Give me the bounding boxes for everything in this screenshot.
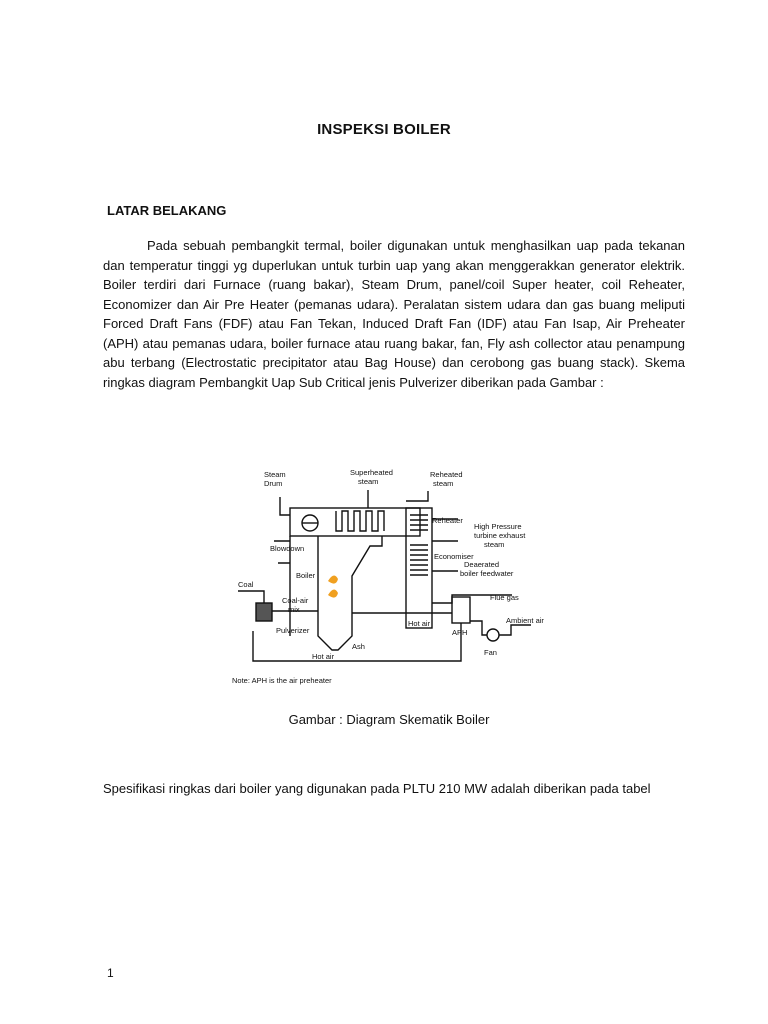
page-number: 1 — [107, 966, 114, 980]
fan-icon — [487, 629, 499, 641]
backpass-outline — [406, 508, 432, 628]
label-hp-3: steam — [484, 540, 505, 549]
label-hot-air-1: Hot air — [408, 619, 431, 628]
label-hp: High Pressure — [474, 522, 522, 531]
label-reheated-2: steam — [433, 479, 454, 488]
label-pulverizer: Pulverizer — [276, 626, 310, 635]
aph-box — [452, 597, 470, 623]
superheater-coil — [336, 511, 384, 531]
label-hot-air-2: Hot air — [312, 652, 335, 661]
label-flue-gas: Flue gas — [490, 593, 519, 602]
paragraph-text: Pada sebuah pembangkit termal, boiler digunakan untuk menghasilkan uap pada tekanan dan temperatur tinggi yg duperlukan untuk turbin uap yang akan menggerakkan generator elektrik. Boiler terdiri dari Furnace (ruang bakar), Steam Drum, panel/coil Super heater, coil Reheater, Economizer dan Air Pre Heater (pemanas udara). Peralatan sistem udara dan gas buang meliputi Forced Draft Fans (FDF) atau Fan Tekan, Induced Draft Fan (IDF) atau Fan Isap, Air Preheater (APH) atau pemanas udara, boiler furnace atau ruang bakar, fan, Fly ash collector atau penampung abu terbang (Electrostatic precipitator atau Bag House) dan cerobong gas buang stack). Skema ringkas diagram Pembangkit Uap Sub Critical jenis Pulverizer diberikan pada Gambar : — [103, 238, 685, 390]
label-deaerated-2: boiler feedwater — [460, 569, 514, 578]
paragraph-specification: Spesifikasi ringkas dari boiler yang digunakan pada PLTU 210 MW adalah diberikan pada tabel — [103, 781, 651, 796]
pulverizer-icon — [256, 603, 272, 621]
label-superheated-2: steam — [358, 477, 379, 486]
label-superheated: Superheated — [350, 468, 393, 477]
economiser-coil — [410, 545, 428, 575]
drum-box — [290, 508, 420, 536]
label-deaerated: Deaerated — [464, 560, 500, 569]
label-boiler: Boiler — [296, 571, 316, 580]
label-coal-air: Coal-air — [282, 596, 309, 605]
burner-flames — [328, 575, 338, 597]
label-steam-drum-2: Drum — [264, 479, 283, 488]
section-heading: LATAR BELAKANG — [107, 203, 227, 218]
label-hp-2: turbine exhaust — [474, 531, 526, 540]
paragraph-background — [103, 236, 685, 392]
furnace-outline — [318, 536, 382, 650]
label-ambient-air: Ambient air — [506, 616, 544, 625]
label-economiser: Economiser — [434, 552, 474, 561]
label-steam-drum: Steam — [264, 470, 286, 479]
label-fan: Fan — [484, 648, 497, 657]
diagram-svg — [228, 463, 560, 691]
label-aph: APH — [452, 628, 468, 637]
figure-caption: Gambar : Diagram Skematik Boiler — [288, 712, 490, 727]
label-ash: Ash — [352, 642, 365, 651]
label-reheated: Reheated — [430, 470, 463, 479]
label-blowdown: Blowdown — [270, 544, 305, 553]
label-coal-air-2: mix — [288, 605, 300, 614]
label-note: Note: APH is the air preheater — [232, 676, 332, 685]
document-title: INSPEKSI BOILER — [317, 121, 451, 138]
label-coal: Coal — [238, 580, 254, 589]
label-reheater: Reheater — [432, 516, 463, 525]
reheater-coil — [410, 515, 428, 530]
boiler-schematic-diagram — [228, 463, 560, 691]
